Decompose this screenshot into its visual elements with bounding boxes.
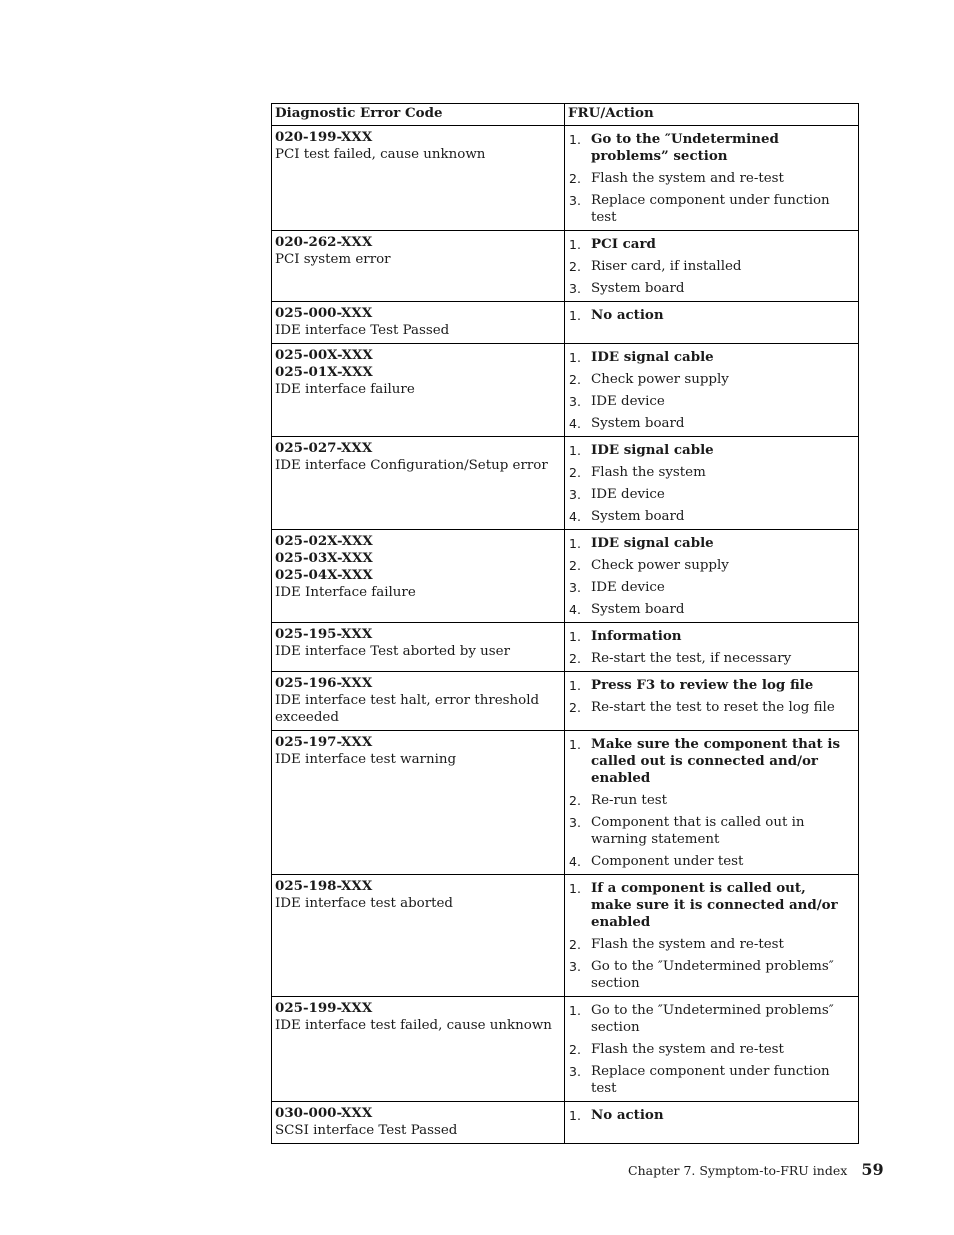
step-number: 1.: [569, 308, 581, 323]
error-description: IDE Interface failure: [275, 585, 416, 600]
action-step: [569, 192, 850, 226]
step-number: 1.: [569, 443, 581, 458]
action-step: [569, 628, 850, 645]
step-text: Re-start the test, if necessary: [591, 651, 792, 666]
action-step: [569, 280, 850, 297]
table-row: [272, 302, 859, 344]
error-code-cell: [272, 437, 565, 530]
action-step: [569, 349, 850, 366]
step-number: 3.: [569, 281, 581, 296]
fru-action-cell: [565, 231, 859, 302]
step-text: Go to the ″Undetermined problems″ section: [591, 959, 834, 991]
table-row: [272, 126, 859, 231]
action-step: [569, 814, 850, 848]
error-description: IDE interface Configuration/Setup error: [275, 458, 548, 473]
header-fru-action: FRU/Action: [565, 104, 859, 126]
error-description: IDE interface failure: [275, 382, 415, 397]
action-step: [569, 601, 850, 618]
diagnostic-error-table: [271, 103, 859, 1144]
error-description: SCSI interface Test Passed: [275, 1123, 458, 1138]
step-number: 1.: [569, 237, 581, 252]
action-step: [569, 236, 850, 253]
step-text: Go to the ″Undetermined problems″ section: [591, 1003, 834, 1035]
table-row: [272, 731, 859, 875]
step-number: 3.: [569, 193, 581, 208]
error-code-cell: [272, 126, 565, 231]
step-text: Flash the system and re-test: [591, 171, 784, 186]
action-step: [569, 415, 850, 432]
step-number: 3.: [569, 959, 581, 974]
step-number: 3.: [569, 394, 581, 409]
action-step: [569, 393, 850, 410]
step-number: 2.: [569, 793, 581, 808]
step-number: 2.: [569, 259, 581, 274]
step-number: 2.: [569, 937, 581, 952]
step-text: Information: [591, 628, 682, 644]
step-number: 1.: [569, 737, 581, 752]
fru-action-cell: [565, 731, 859, 875]
error-code: 025-195-XXX: [275, 626, 373, 642]
fru-action-cell: [565, 126, 859, 231]
step-number: 2.: [569, 651, 581, 666]
step-text: Go to the ″Undetermined problems” section: [591, 131, 779, 164]
error-code-cell: [272, 731, 565, 875]
step-text: System board: [591, 602, 685, 617]
step-number: 3.: [569, 487, 581, 502]
action-list: [569, 628, 850, 667]
error-code: 025-199-XXX: [275, 1000, 373, 1016]
action-step: [569, 1041, 850, 1058]
step-text: Replace component under function test: [591, 193, 830, 225]
fru-action-cell: [565, 997, 859, 1102]
fru-action-cell: [565, 875, 859, 997]
action-step: [569, 579, 850, 596]
error-code: 020-199-XXX: [275, 129, 373, 145]
error-code: 020-262-XXX: [275, 234, 373, 250]
step-number: 1.: [569, 678, 581, 693]
table-row: [272, 623, 859, 672]
step-number: 2.: [569, 171, 581, 186]
step-text: IDE device: [591, 487, 665, 502]
action-step: [569, 371, 850, 388]
step-text: System board: [591, 416, 685, 431]
error-code: 025-03X-XXX: [275, 550, 373, 566]
action-step: [569, 936, 850, 953]
step-text: No action: [591, 307, 664, 323]
step-number: 2.: [569, 558, 581, 573]
action-step: [569, 307, 850, 324]
action-step: [569, 486, 850, 503]
table-row: [272, 1102, 859, 1144]
table-body: [272, 126, 859, 1144]
action-list: [569, 1107, 850, 1124]
action-list: [569, 880, 850, 992]
action-list: [569, 677, 850, 716]
error-code-cell: [272, 623, 565, 672]
action-step: [569, 464, 850, 481]
fru-action-cell: [565, 437, 859, 530]
step-number: 2.: [569, 465, 581, 480]
step-text: Replace component under function test: [591, 1064, 830, 1096]
action-step: [569, 650, 850, 667]
step-number: 3.: [569, 580, 581, 595]
error-code-cell: [272, 231, 565, 302]
step-number: 2.: [569, 1042, 581, 1057]
step-text: Component that is called out in warning statement: [591, 815, 805, 847]
action-step: [569, 958, 850, 992]
error-description: IDE interface test aborted: [275, 896, 454, 911]
action-step: [569, 442, 850, 459]
step-text: System board: [591, 281, 685, 296]
step-number: 1.: [569, 536, 581, 551]
step-text: IDE device: [591, 580, 665, 595]
step-number: 4.: [569, 854, 581, 869]
error-description: IDE interface test halt, error threshold exceeded: [275, 693, 540, 725]
error-code-cell: [272, 875, 565, 997]
error-description: PCI system error: [275, 252, 391, 267]
error-code: 025-01X-XXX: [275, 364, 373, 380]
error-description: PCI test failed, cause unknown: [275, 147, 486, 162]
step-text: Flash the system and re-test: [591, 937, 784, 952]
step-number: 4.: [569, 602, 581, 617]
table-row: [272, 672, 859, 731]
action-step: [569, 508, 850, 525]
error-description: IDE interface Test Passed: [275, 323, 450, 338]
step-text: Riser card, if installed: [591, 259, 742, 274]
step-text: Make sure the component that is called out is connected and/or enabled: [591, 736, 841, 786]
action-step: [569, 792, 850, 809]
fru-action-cell: [565, 530, 859, 623]
page-footer: [628, 1160, 884, 1179]
table-row: [272, 231, 859, 302]
action-list: [569, 535, 850, 618]
action-step: [569, 1002, 850, 1036]
step-text: IDE signal cable: [591, 535, 714, 551]
action-list: [569, 1002, 850, 1097]
step-text: IDE device: [591, 394, 665, 409]
action-step: [569, 557, 850, 574]
step-text: System board: [591, 509, 685, 524]
action-step: [569, 258, 850, 275]
action-list: [569, 131, 850, 226]
error-code: 025-02X-XXX: [275, 533, 373, 549]
error-code-cell: [272, 672, 565, 731]
action-step: [569, 1063, 850, 1097]
action-step: [569, 853, 850, 870]
error-code-cell: [272, 997, 565, 1102]
chapter-title: Chapter 7. Symptom-to-FRU index: [628, 1163, 848, 1178]
action-list: [569, 307, 850, 324]
error-code: 025-196-XXX: [275, 675, 373, 691]
step-number: 2.: [569, 700, 581, 715]
step-number: 1.: [569, 1003, 581, 1018]
step-number: 1.: [569, 629, 581, 644]
error-code-cell: [272, 530, 565, 623]
error-code: 025-198-XXX: [275, 878, 373, 894]
header-error-code: Diagnostic Error Code: [272, 104, 565, 126]
table-row: [272, 997, 859, 1102]
step-number: 3.: [569, 1064, 581, 1079]
step-text: Flash the system and re-test: [591, 1042, 784, 1057]
step-text: Press F3 to review the log file: [591, 677, 814, 693]
step-text: Re-start the test to reset the log file: [591, 700, 835, 715]
action-list: [569, 236, 850, 297]
table-row: [272, 530, 859, 623]
error-code: 025-197-XXX: [275, 734, 373, 750]
error-code: 025-00X-XXX: [275, 347, 373, 363]
action-step: [569, 131, 850, 165]
step-text: Component under test: [591, 854, 744, 869]
fru-action-cell: [565, 302, 859, 344]
table-row: [272, 344, 859, 437]
action-step: [569, 1107, 850, 1124]
action-step: [569, 699, 850, 716]
error-description: IDE interface test warning: [275, 752, 457, 767]
action-step: [569, 170, 850, 187]
error-code: 030-000-XXX: [275, 1105, 373, 1121]
error-code: 025-000-XXX: [275, 305, 373, 321]
action-list: [569, 736, 850, 870]
step-number: 1.: [569, 1108, 581, 1123]
error-code-cell: [272, 344, 565, 437]
error-description: IDE interface Test aborted by user: [275, 644, 510, 659]
action-step: [569, 535, 850, 552]
step-text: Re-run test: [591, 793, 667, 808]
table-header-row: [272, 104, 859, 126]
step-text: Check power supply: [591, 372, 729, 387]
step-number: 3.: [569, 815, 581, 830]
fru-action-cell: [565, 1102, 859, 1144]
step-number: 1.: [569, 132, 581, 147]
fru-action-cell: [565, 672, 859, 731]
action-step: [569, 736, 850, 787]
error-code: 025-04X-XXX: [275, 567, 373, 583]
action-step: [569, 880, 850, 931]
table-row: [272, 437, 859, 530]
error-code-cell: [272, 302, 565, 344]
step-text: IDE signal cable: [591, 349, 714, 365]
error-code-cell: [272, 1102, 565, 1144]
step-text: PCI card: [591, 236, 656, 252]
action-step: [569, 677, 850, 694]
step-number: 1.: [569, 881, 581, 896]
step-text: If a component is called out, make sure it is connected and/or enabled: [591, 880, 838, 930]
step-number: 4.: [569, 416, 581, 431]
step-text: Check power supply: [591, 558, 729, 573]
step-text: IDE signal cable: [591, 442, 714, 458]
table-row: [272, 875, 859, 997]
action-list: [569, 349, 850, 432]
step-number: 4.: [569, 509, 581, 524]
step-number: 2.: [569, 372, 581, 387]
step-number: 1.: [569, 350, 581, 365]
step-text: Flash the system: [591, 465, 706, 480]
action-list: [569, 442, 850, 525]
error-description: IDE interface test failed, cause unknown: [275, 1018, 552, 1033]
fru-action-cell: [565, 623, 859, 672]
error-code: 025-027-XXX: [275, 440, 373, 456]
fru-action-cell: [565, 344, 859, 437]
step-text: No action: [591, 1107, 664, 1123]
page-number: 59: [861, 1160, 884, 1179]
